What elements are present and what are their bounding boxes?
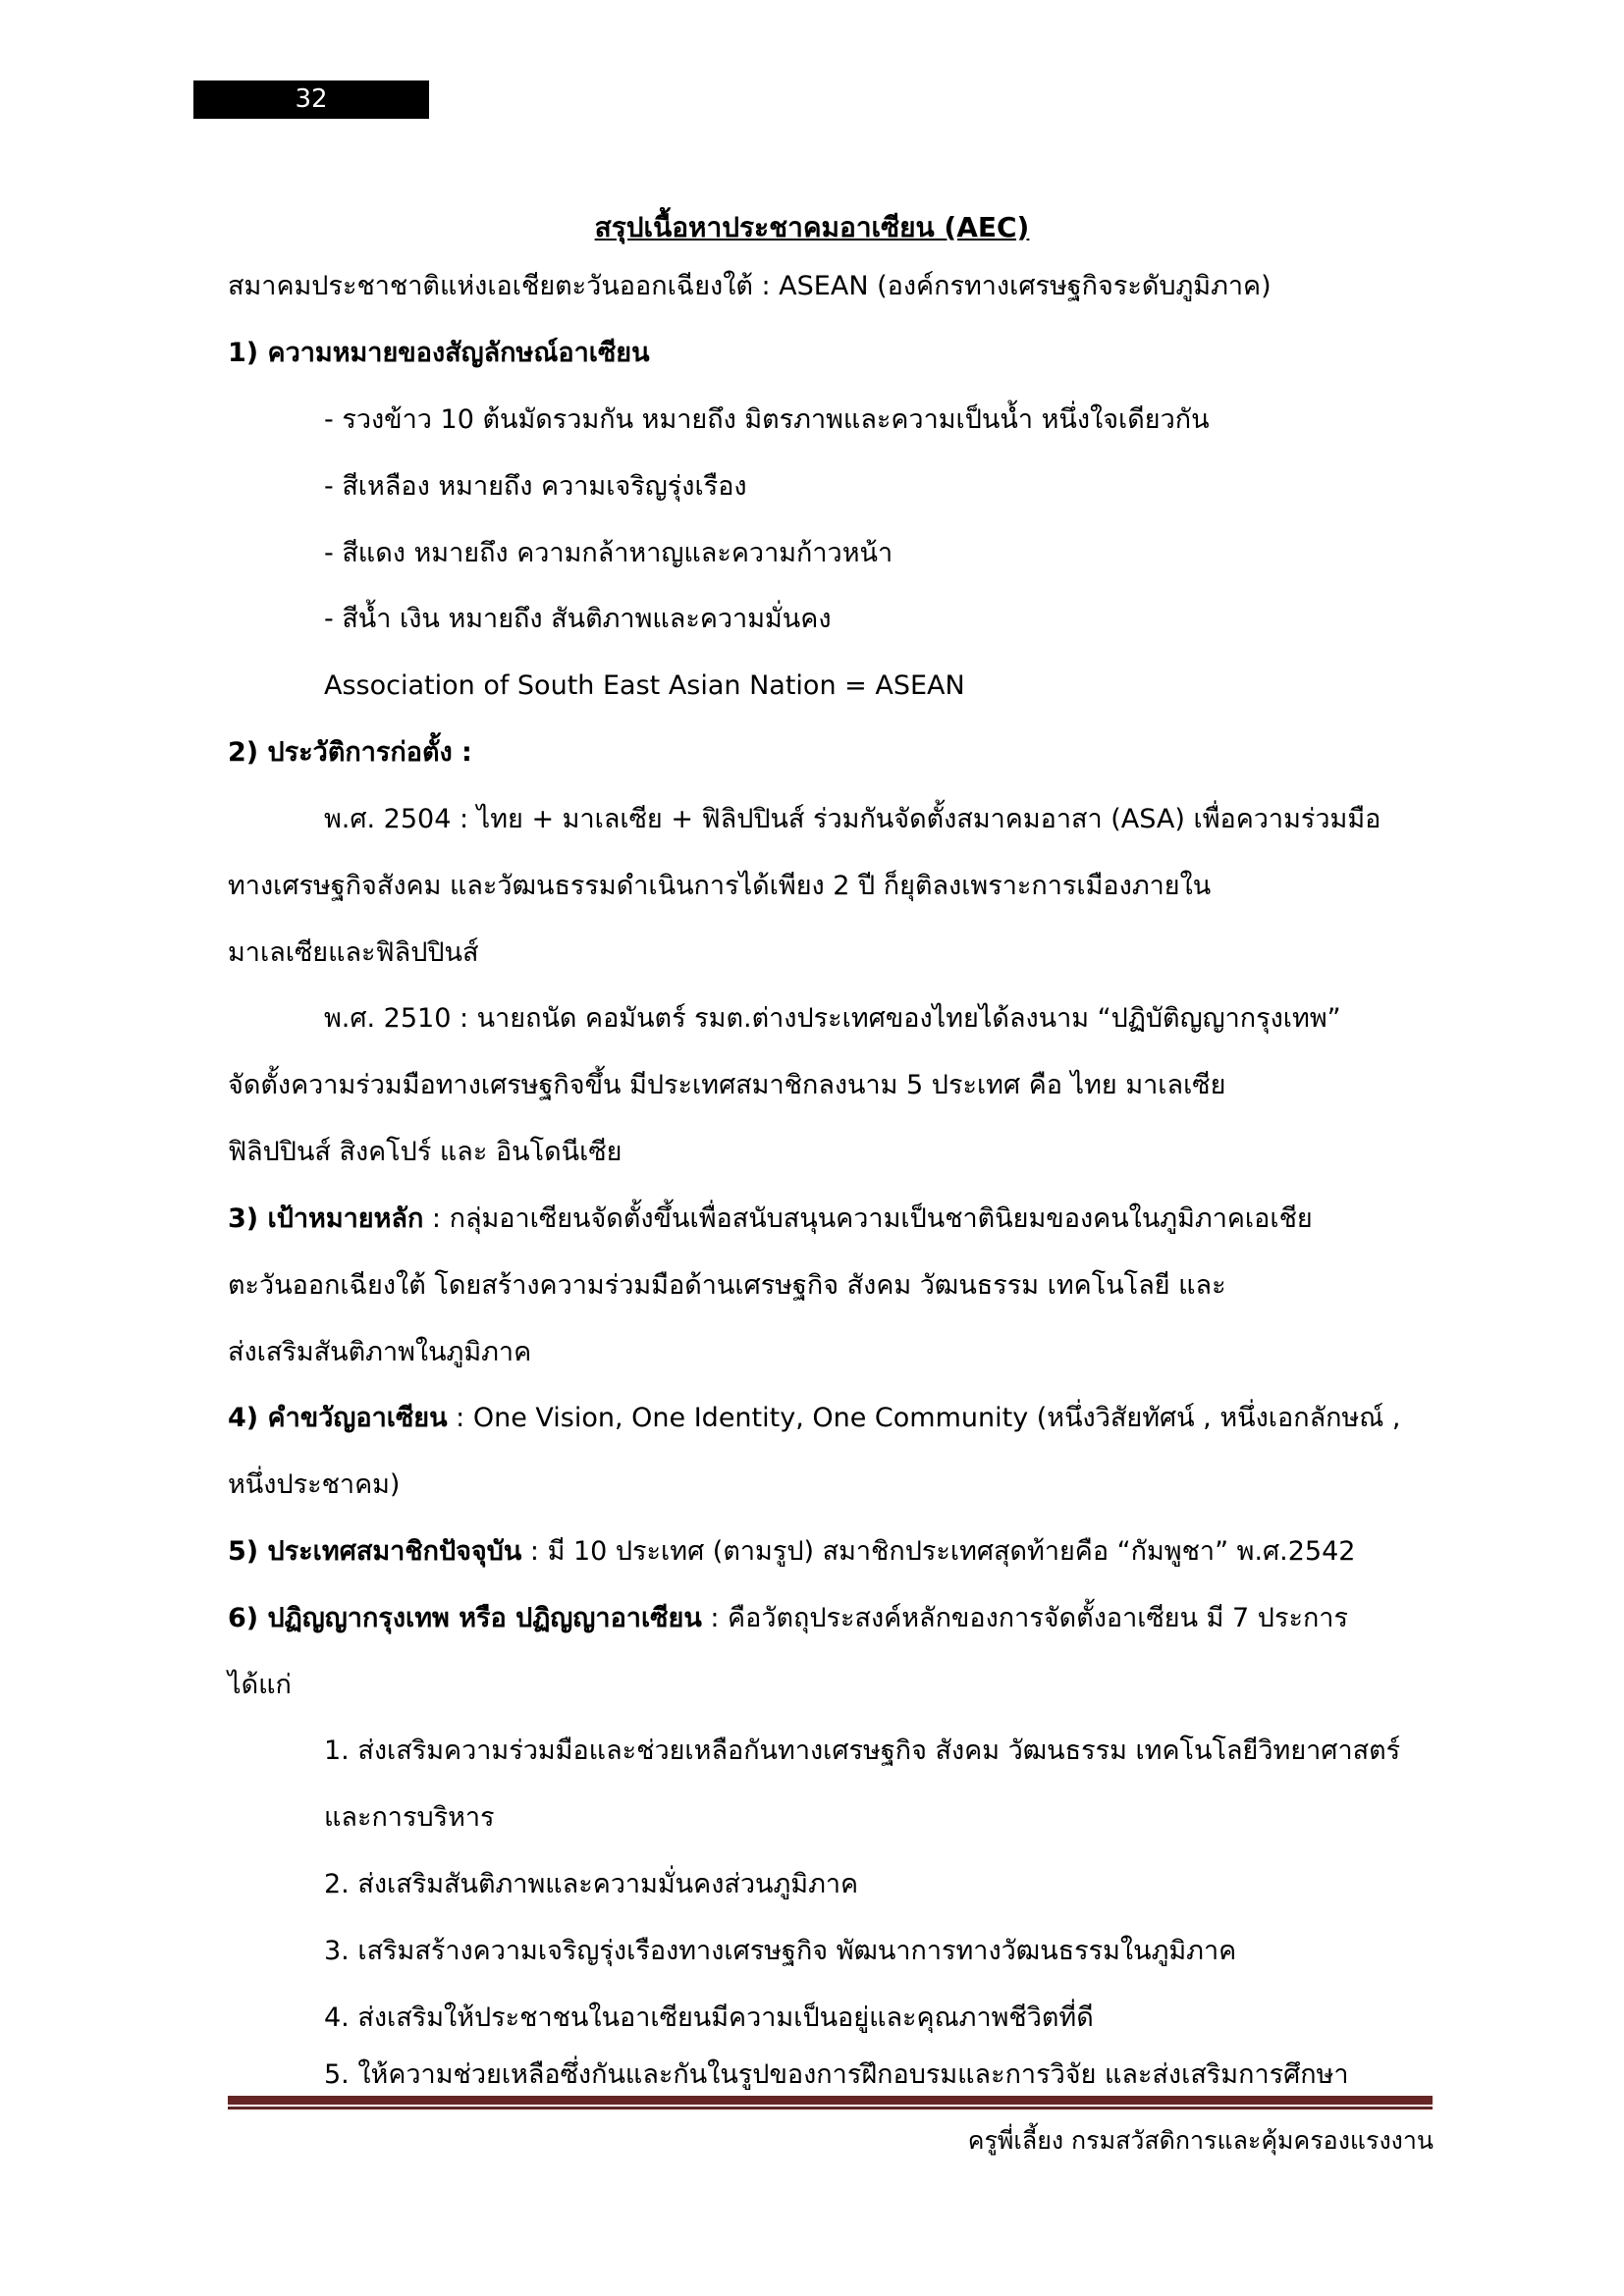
- section-4-line: [228, 1399, 1400, 1438]
- footer-text: ครูพี่เลี้ยง กรมสวัสดิการและคุ้มครองแรงงาน: [967, 2126, 1434, 2155]
- page-number: 32: [193, 80, 429, 119]
- section-3-text: : กลุ่มอาเซียนจัดตั้งขึ้นเพื่อสนับสนุนความเป็นชาตินิยมของคนในภูมิภาคเอเชีย: [423, 1203, 1313, 1234]
- section-4-heading: 4) คำขวัญอาเซียน: [228, 1403, 448, 1433]
- paragraph-line: ทางเศรษฐกิจสังคม และวัฒนธรรมดำเนินการได้เพียง 2 ปี ก็ยุติลงเพราะการเมืองภายใน: [228, 871, 1212, 901]
- section-3-heading: 3) เป้าหมายหลัก: [228, 1203, 424, 1234]
- list-item: 1. ส่งเสริมความร่วมมือและช่วยเหลือกันทางเศรษฐกิจ สังคม วัฒนธรรม เทคโนโลยีวิทยาศาสตร์: [324, 1735, 1401, 1766]
- asean-acronym: Association of South East Asian Nation = ASEAN: [324, 670, 965, 701]
- list-item: - สีเหลือง หมายถึง ความเจริญรุ่งเรือง: [324, 471, 747, 502]
- section-3-line: [228, 1200, 1313, 1239]
- section-4-text: : One Vision, One Identity, One Community (หนึ่งวิสัยทัศน์ , หนึ่งเอกลักษณ์ ,: [447, 1403, 1401, 1433]
- list-item: - สีแดง หมายถึง ความกล้าหาญและความก้าวหน้า: [324, 538, 893, 568]
- paragraph-line: ฟิลิปปินส์ สิงคโปร์ และ อินโดนีเซีย: [228, 1137, 623, 1167]
- intro-text: สมาคมประชาชาติแห่งเอเชียตะวันออกเฉียงใต้ : ASEAN (องค์กรทางเศรษฐกิจระดับภูมิภาค): [228, 271, 1272, 301]
- section-2-heading: 2) ประวัติการก่อตั้ง :: [228, 737, 472, 768]
- page-title: สรุปเนื้อหาประชาคมอาเซียน (AEC): [594, 211, 1030, 243]
- section-6-text: : คือวัตถุประสงค์หลักของการจัดตั้งอาเซียน มี 7 ประการ: [701, 1603, 1348, 1633]
- section-5-text: : มี 10 ประเทศ (ตามรูป) สมาชิกประเทศสุดท้ายคือ “กัมพูชา” พ.ศ.2542: [521, 1536, 1356, 1567]
- paragraph-line: พ.ศ. 2504 : ไทย + มาเลเซีย + ฟิลิปปินส์ ร่วมกันจัดตั้งสมาคมอาสา (ASA) เพื่อความร่วมมือ: [324, 804, 1381, 834]
- paragraph-line: ส่งเสริมสันติภาพในภูมิภาค: [228, 1337, 532, 1367]
- list-item: 2. ส่งเสริมสันติภาพและความมั่นคงส่วนภูมิภาค: [324, 1869, 859, 1899]
- list-item: 5. ให้ความช่วยเหลือซึ่งกันและกันในรูปของการฝึกอบรมและการวิจัย และส่งเสริมการศึกษา: [324, 2059, 1349, 2090]
- paragraph-line: ตะวันออกเฉียงใต้ โดยสร้างความร่วมมือด้านเศรษฐกิจ สังคม วัฒนธรรม เทคโนโลยี และ: [228, 1270, 1226, 1301]
- list-item: - รวงข้าว 10 ต้นมัดรวมกัน หมายถึง มิตรภาพและความเป็นน้ำ หนึ่งใจเดียวกัน: [324, 404, 1210, 435]
- section-6-line: [228, 1599, 1348, 1638]
- section-5-line: [228, 1532, 1355, 1572]
- list-item: 3. เสริมสร้างความเจริญรุ่งเรืองทางเศรษฐกิจ พัฒนาการทางวัฒนธรรมในภูมิภาค: [324, 1936, 1237, 1966]
- paragraph-line: หนึ่งประชาคม): [228, 1469, 401, 1500]
- section-1-heading: 1) ความหมายของสัญลักษณ์อาเซียน: [228, 338, 650, 368]
- list-item: 4. ส่งเสริมให้ประชาชนในอาเซียนมีความเป็นอยู่และคุณภาพชีวิตที่ดี: [324, 2002, 1094, 2033]
- paragraph-line: มาเลเซียและฟิลิปปินส์: [228, 937, 479, 968]
- list-item: และการบริหาร: [324, 1802, 495, 1833]
- section-6-heading: 6) ปฏิญญากรุงเทพ หรือ ปฏิญญาอาเซียน: [228, 1603, 702, 1633]
- paragraph-line: พ.ศ. 2510 : นายถนัด คอมันตร์ รมต.ต่างประเทศของไทยได้ลงนาม “ปฏิบัติญญากรุงเทพ”: [324, 1003, 1341, 1034]
- paragraph-line: ได้แก่: [228, 1670, 292, 1700]
- list-item: - สีน้ำ เงิน หมายถึง สันติภาพและความมั่นคง: [324, 604, 832, 634]
- footer-thick-rule: [228, 2096, 1433, 2105]
- section-5-heading: 5) ประเทศสมาชิกปัจจุบัน: [228, 1536, 522, 1567]
- footer-thin-rule: [228, 2107, 1433, 2109]
- paragraph-line: จัดตั้งความร่วมมือทางเศรษฐกิจขึ้น มีประเทศสมาชิกลงนาม 5 ประเทศ คือ ไทย มาเลเซีย: [228, 1070, 1226, 1100]
